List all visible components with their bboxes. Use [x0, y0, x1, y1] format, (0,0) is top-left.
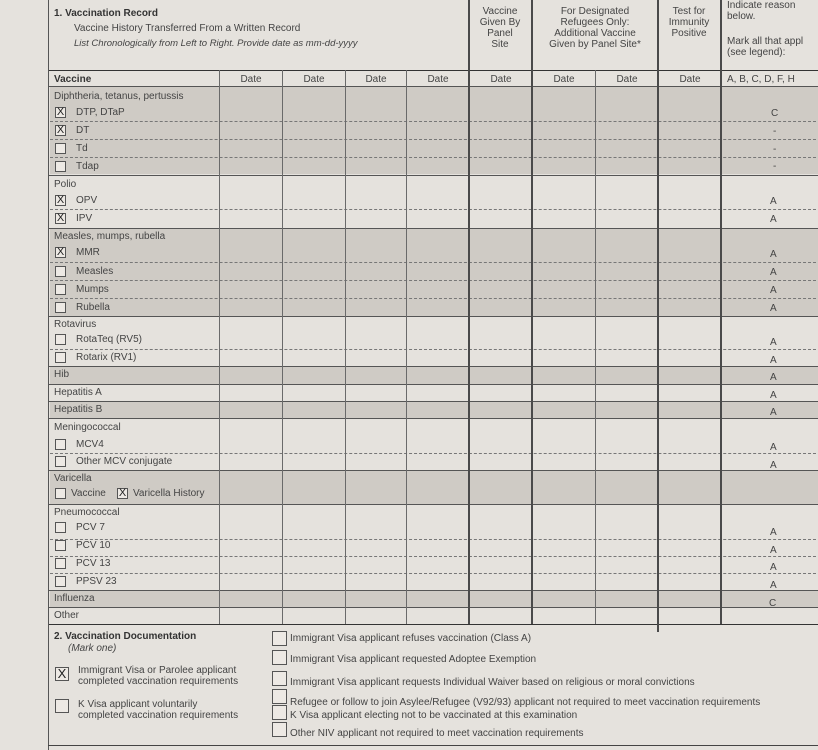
option-kvisa-completed: K Visa applicant voluntarily completed vaccination requirements — [78, 699, 239, 721]
reason-hepa: A — [770, 390, 777, 401]
shade-influenza — [50, 590, 818, 607]
col-date-immunity: Date — [679, 74, 701, 85]
section2-title: 2. Vaccination Documentation — [54, 631, 197, 642]
reason-rotarix: A — [770, 355, 777, 366]
col-date-refugee-1: Date — [553, 74, 575, 85]
col-date-3: Date — [365, 74, 387, 85]
vaccine-mcv4: MCV4 — [76, 439, 104, 450]
checkbox-dtp-dtap[interactable]: X — [56, 106, 65, 118]
reason-hib: A — [770, 372, 777, 383]
checkbox-rotateq[interactable] — [55, 334, 66, 345]
option-adoptee: Immigrant Visa applicant requested Adoptee Exemption — [290, 654, 537, 665]
shade-hepb — [50, 401, 818, 418]
option-waiver: Immigrant Visa applicant requests Individual Waiver based on religious or moral convictions — [290, 677, 695, 688]
checkbox-pcv7[interactable] — [55, 522, 66, 533]
header-reason: Indicate reason below. Mark all that appl (see legend): — [727, 0, 804, 58]
checkbox-rubella[interactable] — [55, 302, 66, 313]
reason-measles: A — [770, 267, 777, 278]
shade-hib — [50, 367, 818, 384]
group-hib: Hib — [54, 369, 70, 380]
checkbox-other-niv[interactable] — [272, 722, 287, 737]
reason-opv: A — [770, 196, 777, 207]
checkbox-waiver[interactable] — [272, 671, 287, 686]
col-date-refugee-2: Date — [616, 74, 638, 85]
vaccine-pcv10: PCV 10 — [76, 540, 111, 551]
col-date-1: Date — [240, 74, 262, 85]
header-refugees: For Designated Refugees Only: Additional Vaccine Given by Panel Site* — [549, 6, 641, 50]
section1-instructions: List Chronologically from Left to Right. Provide date as mm-dd-yyyy — [74, 38, 358, 49]
checkbox-refuses[interactable] — [272, 631, 287, 646]
reason-codes: A, B, C, D, F, H — [727, 74, 795, 85]
reason-ipv: A — [770, 214, 777, 225]
group-hepb: Hepatitis B — [54, 404, 103, 415]
reason-mmr: A — [770, 249, 777, 260]
option-iv-completed: Immigrant Visa or Parolee applicant completed vaccination requirements — [78, 665, 239, 687]
group-hepa: Hepatitis A — [54, 387, 102, 398]
checkbox-adoptee[interactable] — [272, 650, 287, 665]
reason-dtp-dtap: C — [771, 108, 779, 119]
checkbox-refugee[interactable] — [272, 689, 287, 704]
checkbox-pcv13[interactable] — [55, 558, 66, 569]
col-date-panel: Date — [490, 74, 512, 85]
checkbox-dt[interactable]: X — [56, 124, 65, 136]
vaccine-ipv: IPV — [76, 213, 93, 224]
option-refugee: Refugee or follow to join Asylee/Refugee (V92/93) applicant not required to meet vaccination requirements — [290, 697, 761, 708]
checkbox-iv-completed[interactable]: X — [55, 667, 69, 681]
vaccine-td: Td — [76, 143, 88, 154]
group-dtp: Diphtheria, tetanus, pertussis — [54, 91, 184, 102]
reason-influenza: C — [769, 598, 777, 609]
section2-subtitle: (Mark one) — [68, 643, 117, 654]
col-date-2: Date — [303, 74, 325, 85]
shade-mmr — [50, 228, 818, 316]
vaccine-ppsv23: PPSV 23 — [76, 576, 117, 587]
reason-pcv7: A — [770, 527, 777, 538]
group-meningococcal: Meningococcal — [54, 422, 121, 433]
checkbox-varicella-history[interactable]: X — [118, 487, 127, 499]
checkbox-opv[interactable]: X — [56, 194, 65, 206]
vaccine-opv: OPV — [76, 195, 98, 206]
checkbox-measles[interactable] — [55, 266, 66, 277]
reason-dt: - — [773, 126, 777, 137]
checkbox-mumps[interactable] — [55, 284, 66, 295]
checkbox-pcv10[interactable] — [55, 540, 66, 551]
vaccine-mmr: MMR — [76, 247, 100, 258]
vaccine-measles: Measles — [76, 266, 114, 277]
header-immunity: Test for Immunity Positive — [668, 6, 710, 39]
reason-ppsv23: A — [770, 580, 777, 591]
vaccine-rotarix: Rotarix (RV1) — [76, 352, 137, 363]
checkbox-other-mcv[interactable] — [55, 456, 66, 467]
option-refuses: Immigrant Visa applicant refuses vaccination (Class A) — [290, 633, 532, 644]
checkbox-tdap[interactable] — [55, 161, 66, 172]
varicella-history: Varicella History — [133, 488, 205, 499]
vaccine-dt: DT — [76, 125, 90, 136]
col-vaccine-header: Vaccine — [54, 74, 92, 85]
vaccine-tdap: Tdap — [76, 161, 99, 172]
group-varicella: Varicella — [54, 473, 92, 484]
reason-td: - — [773, 144, 777, 155]
checkbox-mmr[interactable]: X — [56, 246, 65, 258]
checkbox-ipv[interactable]: X — [56, 212, 65, 224]
reason-rubella: A — [770, 303, 777, 314]
group-influenza: Influenza — [54, 593, 95, 604]
checkbox-rotarix[interactable] — [55, 352, 66, 363]
checkbox-td[interactable] — [55, 143, 66, 154]
vaccine-mumps: Mumps — [76, 284, 109, 295]
reason-pcv13: A — [770, 562, 777, 573]
vaccine-rotateq: RotaTeq (RV5) — [76, 334, 142, 345]
reason-mcv4: A — [770, 442, 777, 453]
reason-tdap: - — [773, 161, 777, 172]
option-kvisa-decline: K Visa applicant electing not to be vaccinated at this examination — [290, 710, 578, 721]
checkbox-kvisa-completed[interactable] — [55, 699, 69, 713]
col-date-4: Date — [427, 74, 449, 85]
section1-subtitle: Vaccine History Transferred From a Written Record — [74, 23, 301, 34]
vaccine-dtp-dtap: DTP, DTaP — [76, 107, 125, 118]
vaccine-pcv13: PCV 13 — [76, 558, 111, 569]
vaccine-rubella: Rubella — [76, 302, 110, 313]
group-pneumococcal: Pneumococcal — [54, 507, 120, 518]
vaccine-pcv7: PCV 7 — [76, 522, 105, 533]
reason-mumps: A — [770, 285, 777, 296]
checkbox-ppsv23[interactable] — [55, 576, 66, 587]
checkbox-kvisa-decline[interactable] — [272, 705, 287, 720]
group-rotavirus: Rotavirus — [54, 319, 97, 330]
reason-other-mcv: A — [770, 460, 777, 471]
group-mmr: Measles, mumps, rubella — [54, 231, 166, 242]
vaccine-other-mcv: Other MCV conjugate — [76, 456, 173, 467]
option-other-niv: Other NIV applicant not required to meet vaccination requirements — [290, 728, 584, 739]
vaccine-varicella: Vaccine — [71, 488, 106, 499]
reason-rotateq: A — [770, 337, 777, 348]
header-given-by-panel: Vaccine Given By Panel Site — [479, 6, 521, 50]
reason-hepb: A — [770, 407, 777, 418]
group-polio: Polio — [54, 179, 77, 190]
checkbox-mcv4[interactable] — [55, 439, 66, 450]
group-other: Other — [54, 610, 80, 621]
reason-pcv10: A — [770, 545, 777, 556]
section1-title: 1. Vaccination Record — [54, 8, 158, 19]
checkbox-varicella-vaccine[interactable] — [55, 488, 66, 499]
